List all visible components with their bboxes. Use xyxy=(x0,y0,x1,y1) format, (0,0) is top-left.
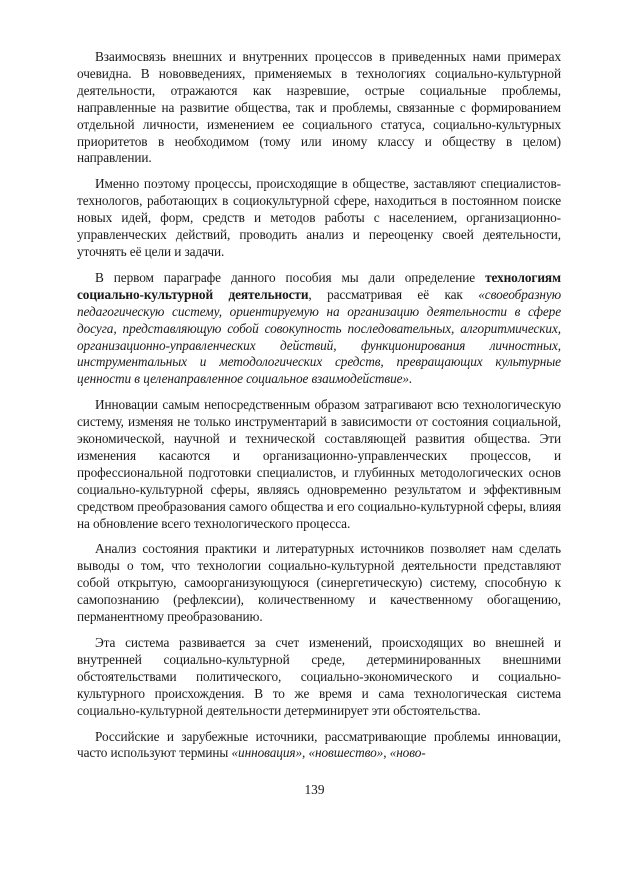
body-text xyxy=(77,49,561,771)
paragraph-6 xyxy=(77,635,561,720)
text-segment: Эта система развивается за счет изменений, происходящих во внешней и внутренней социально-культурной среде, детерминированных внешними обстоятельствами политического, социально-экономического и социально-культурного происхождения. В то же время и сама технологическая система социально-культурной деятельности детерминирует эти обстоятельства. xyxy=(77,635,561,718)
text-segment: Именно поэтому процессы, происходящие в обществе, заставляют специалистов-технологов, работающих в социокультурной сфере, находиться в постоянном поиске новых идей, форм, средств и методов работы с населением, организационно-управленческих действий, проводить анализ и переоценку своей деятельности, уточнять её цели и задачи. xyxy=(77,176,561,259)
text-segment: Взаимосвязь внешних и внутренних процессов в приведенных нами примерах очевидна. В нововведениях, применяемых в технологиях социально-культурной деятельности, отражаются как назревшие, острые социальные проблемы, направленные на развитие общества, так и проблемы, связанные с формированием отдельной личности, изменением ее социального статуса, социально-культурных приоритетов в необходимом (тому или иному классу и обществу в целом) направлении. xyxy=(77,49,561,166)
text-segment: В первом параграфе данного пособия мы дали определение xyxy=(95,269,486,285)
text-segment: , xyxy=(302,745,309,761)
paragraph-7 xyxy=(77,729,561,763)
text-segment: Российские и зарубежные источники, рассматривающие проблемы инновации, часто используют термины xyxy=(77,728,561,761)
italic-term: «ново- xyxy=(389,745,426,761)
italic-term: «инновация» xyxy=(231,745,302,761)
text-segment: , рассматривая её как xyxy=(308,286,479,302)
text-segment: Инновации самым непосредственным образом затрагивают всю технологическую систему, изменяя не только инструментарий в зависимости от состояния социальной, экономической, научной и технической составляющей развития общества. Эти изменения касаются и организационно-управленческих процессов, и профессиональной подготовки специалистов, и глубинных методологических основ социально-культурной сферы, являясь одновременно результатом и эффективным средством преобразования самого общества и его социально-культурной сферы, влияя на обновление всего технологического процесса. xyxy=(77,397,561,531)
paragraph-3 xyxy=(77,270,561,388)
bold-term: технологиям социально-культурной деятельности xyxy=(77,269,561,302)
paragraph-5 xyxy=(77,541,561,626)
paragraph-4 xyxy=(77,397,561,532)
paragraph-2 xyxy=(77,176,561,261)
text-segment: , xyxy=(383,745,390,761)
italic-quote: «своеобразную педагогическую систему, ориентируемую на организацию деятельности в сфере досуга, представляющую собой совокупность последовательных, алгоритмических, организационно-управленческих действий, функционирования личностных, инструментальных и методологических средств, превращающих культурные ценности в целенаправленное социальное взаимодействие». xyxy=(77,286,561,387)
italic-term: «новшество» xyxy=(308,745,384,761)
text-segment: Анализ состояния практики и литературных источников позволяет нам сделать выводы о том, что технологии социально-культурной деятельности представляют собой открытую, самоорганизующуюся (синергетическую) систему, способную к самопознанию (рефлексии), количественному и качественному обогащению, перманентному преобразованию. xyxy=(77,541,561,625)
paragraph-1 xyxy=(77,49,561,167)
page-number: 139 xyxy=(304,782,325,797)
